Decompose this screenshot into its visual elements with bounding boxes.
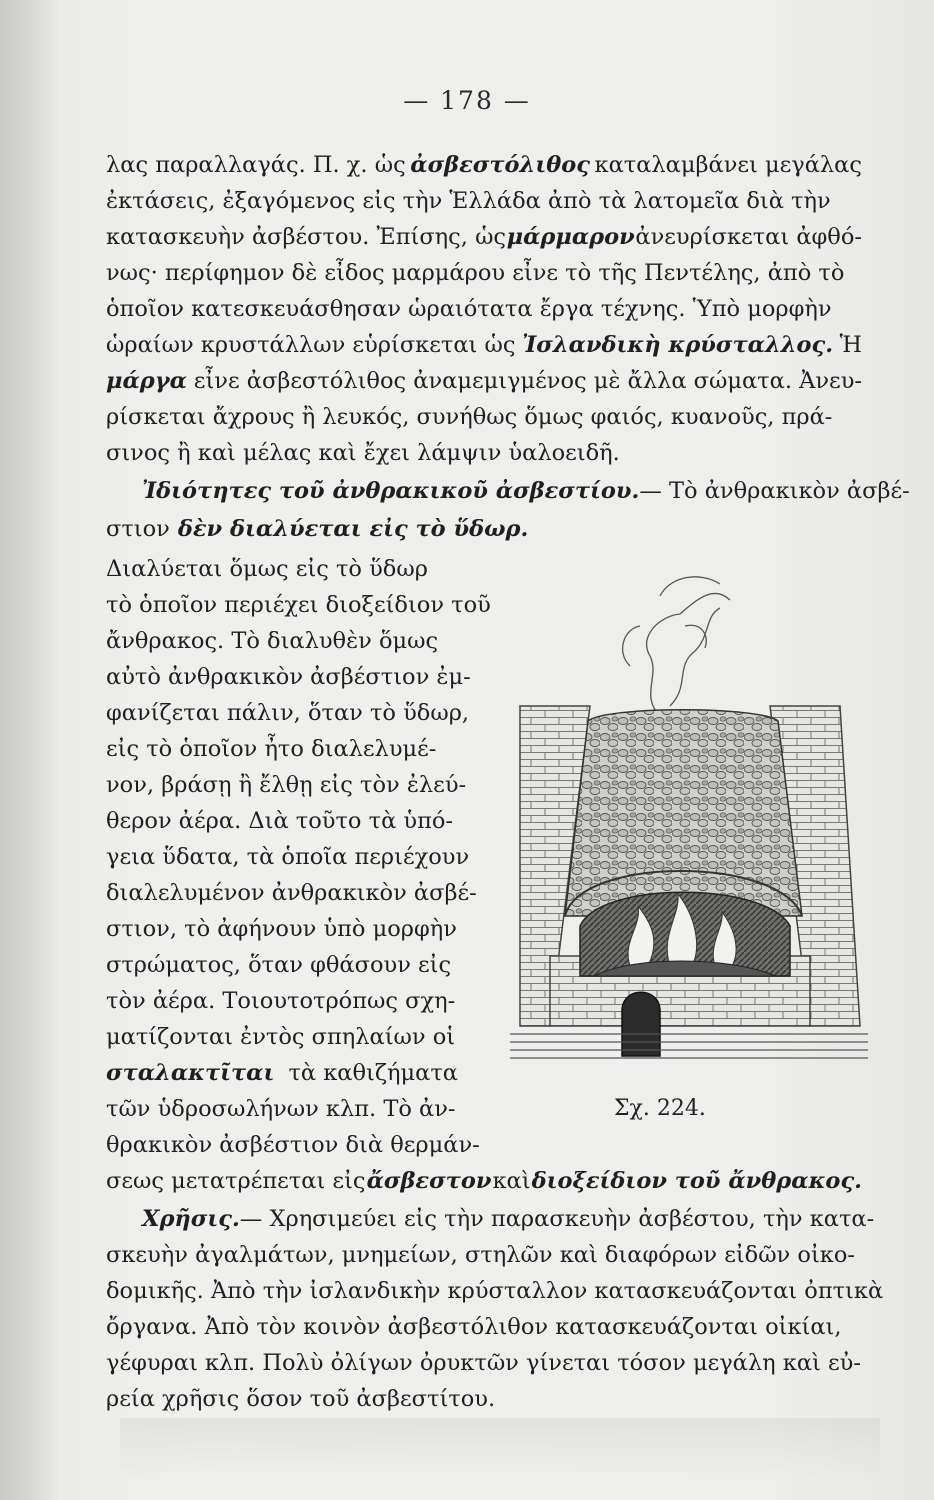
column-line-4: αὐτὸ ἀνθρακικὸν ἀσβέστιον ἐμ- bbox=[106, 664, 471, 690]
text-line-after-1: σεως μετατρέπεται εἰς ἄσβεστον καὶ διοξείδιον τοῦ ἄνθρακος. bbox=[106, 1168, 862, 1194]
text-line-after-4: δομικῆς. Ἀπὸ τὴν ἰσλανδικὴν κρύσταλλον κατασκευάζονται ὀπτικὰ bbox=[106, 1278, 884, 1304]
text-line-7: μάργα εἶνε ἀσβεστόλιθος ἀναμεμιγμένος μὲ ἄλλα σώματα. Ἀνευ- bbox=[106, 368, 862, 394]
text-line-8: ρίσκεται ἄχρους ἢ λευκός, συνήθως ὅμως φαιός, κυανοῦς, πρά- bbox=[106, 404, 833, 430]
text-line-2: ἐκτάσεις, ἐξαγόμενος εἰς τὴν Ἑλλάδα ἀπὸ τὰ λατομεῖα διὰ τὴν bbox=[106, 188, 831, 214]
column-line-17: θρακικὸν ἀσβέστιον διὰ θερμάν- bbox=[106, 1132, 480, 1158]
text-line-after-7: ρεία χρῆσις ὅσον τοῦ ἀσβεστίτου. bbox=[106, 1386, 496, 1412]
text-line-after-2: Χρῆσις. — Χρησιμεύει εἰς τὴν παρασκευὴν ἀσβέστου, τὴν κατα- bbox=[142, 1206, 875, 1232]
column-line-11: στιον, τὸ ἀφήνουν ὑπὸ μορφὴν bbox=[106, 916, 457, 942]
column-line-5: φανίζεται πάλιν, ὅταν τὸ ὕδωρ, bbox=[106, 700, 470, 726]
page-number: — 178 — bbox=[403, 86, 531, 115]
column-line-1: Διαλύεται ὅμως εἰς τὸ ὕδωρ bbox=[106, 556, 428, 582]
column-line-3: ἄνθρακος. Τὸ διαλυθὲν ὅμως bbox=[106, 628, 439, 654]
column-line-9: γεια ὕδατα, τὰ ὁποῖα περιέχουν bbox=[106, 844, 470, 870]
text-line-6: ὡραίων κρυστάλλων εὑρίσκεται ὡς Ἰσλανδικὴ κρύσταλλος. Ἡ bbox=[106, 332, 862, 358]
figure-caption: Σχ. 224. bbox=[614, 1096, 706, 1121]
column-line-8: θερον ἀέρα. Διὰ τοῦτο τὰ ὑπό- bbox=[106, 808, 454, 834]
section-heading-line: Ἰδιότητες τοῦ ἀνθρακικοῦ ἀσβεστίου. — Τὸ ἀνθρακικὸν ἀσβέ- bbox=[142, 478, 910, 504]
column-line-14: ματίζονται ἐντὸς σπηλαίων οἱ bbox=[106, 1024, 456, 1050]
column-line-13: τὸν ἀέρα. Τοιουτοτρόπως σχη- bbox=[106, 988, 456, 1014]
text-line-11: στιον δὲν διαλύεται εἰς τὸ ὕδωρ. bbox=[106, 516, 529, 542]
text-line-1: λας παραλλαγάς. Π. χ. ὡς ἀσβεστόλιθος καταλαμβάνει μεγάλας bbox=[106, 152, 862, 178]
text-line-9: σινος ἢ καὶ μέλας καὶ ἔχει λάμψιν ὑαλοειδῆ. bbox=[106, 440, 620, 466]
text-line-5: ὁποῖον κατεσκευάσθησαν ὡραιότατα ἔργα τέχνης. Ὑπὸ μορφὴν bbox=[106, 296, 832, 322]
text-line-after-5: ὄργανα. Ἀπὸ τὸν κοινὸν ἀσβεστόλιθον κατασκευάζονται οἰκίαι, bbox=[106, 1314, 842, 1340]
column-line-12: στρώματος, ὅταν φθάσουν εἰς bbox=[106, 952, 452, 978]
show-through-shadow bbox=[120, 1418, 880, 1478]
column-line-2: τὸ ὁποῖον περιέχει διοξείδιον τοῦ bbox=[106, 592, 491, 618]
binding-gutter-shadow bbox=[0, 0, 60, 1500]
column-line-7: νον, βράσῃ ἢ ἔλθῃ εἰς τὸν ἐλεύ- bbox=[106, 772, 467, 798]
lime-kiln-illustration bbox=[510, 556, 868, 1086]
column-line-6: εἰς τὸ ὁποῖον ἦτο διαλελυμέ- bbox=[106, 736, 437, 762]
smoke-plume bbox=[623, 577, 730, 716]
text-line-4: νως· περίφημον δὲ εἶδος μαρμάρου εἶνε τὸ τῆς Πεντέλης, ἀπὸ τὸ bbox=[106, 260, 845, 286]
text-line-3: κατασκευὴν ἀσβέστου. Ἐπίσης, ὡς μάρμαρον ἀνευρίσκεται ἀφθό- bbox=[106, 224, 862, 250]
column-line-16: τῶν ὑδροσωλήνων κλπ. Τὸ ἀν- bbox=[106, 1096, 456, 1122]
text-line-after-3: σκευὴν ἀγαλμάτων, μνημείων, στηλῶν καὶ διαφόρων εἰδῶν οἰκο- bbox=[106, 1242, 855, 1268]
text-line-after-6: γέφυραι κλπ. Πολὺ ὀλίγων ὀρυκτῶν γίνεται τόσον μεγάλη καὶ εὐ- bbox=[106, 1350, 861, 1376]
column-line-10: διαλελυμένον ἀνθρακικὸν ἀσβέ- bbox=[106, 880, 477, 906]
column-line-15: σταλακτῖται τὰ καθιζήματα bbox=[106, 1060, 458, 1086]
